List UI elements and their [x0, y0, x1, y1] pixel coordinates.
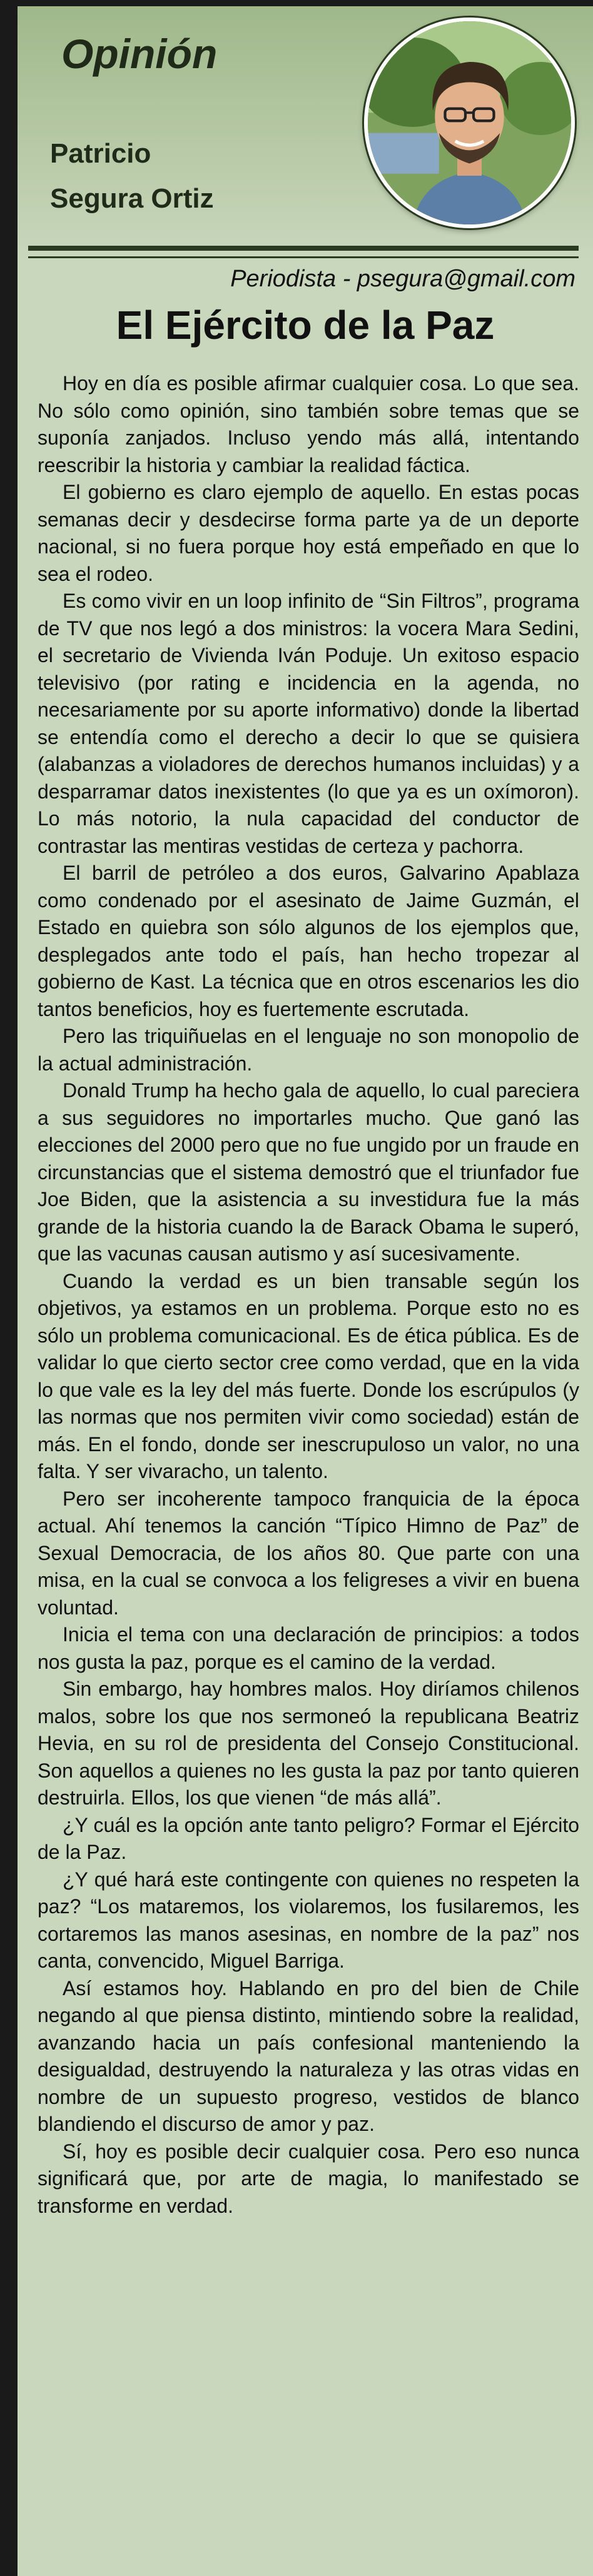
article-paragraph: El barril de petróleo a dos euros, Galvarino Apablaza como condenado por el asesinato de Jaime Guzmán, el Estado en quiebra son sólo algunos de los ejemplos que, desplegados ante todo el país, han hecho tropezar al gobierno de Kast. La técnica que en otros escenarios les dio tantos beneficios, hoy es fuertemente escrutada. [38, 862, 579, 1020]
header-rule-thin [28, 256, 579, 258]
article-paragraph: ¿Y qué hará este contingente con quienes no respeten la paz? “Los mataremos, los violaremos, los fusilaremos, les cortaremos las manos asesinas, en nombre de la paz” nos canta, convencido, Miguel Barriga. [38, 1868, 579, 1972]
article-paragraph: Hoy en día es posible afirmar cualquier cosa. Lo que sea. No sólo como opinión, sino también sobre temas que se suponía zanjados. Incluso yendo más allá, intentando reescribir la historia y cambiar la realidad fáctica. [38, 372, 579, 476]
author-first-name: Patricio [50, 138, 151, 169]
author-role-email: Periodista - psegura@gmail.com [230, 266, 575, 292]
article-paragraph: Es como vivir en un loop infinito de “Sin Filtros”, programa de TV que nos legó a dos ministros: la vocera Mara Sedini, el secretario de Vivienda Iván Poduje. Un exitoso espacio televisivo (por rating e incidencia en la agenda, no necesariamente por su aporte informativo) donde la libertad se entendía como el derecho a decir lo que se quisiera (alabanzas a violadores de derechos humanos incluidas) y a desparramar datos inexistentes (lo que ya es un oxímoron). Lo más notorio, la nula capacidad del conductor de contrastar las mentiras vestidas de certeza y pachorra. [38, 590, 579, 857]
article-paragraph: Sin embargo, hay hombres malos. Hoy diríamos chilenos malos, sobre los que nos sermoneó la republicana Beatriz Hevia, en su rol de presidenta del Consejo Constitucional. Son aquellos a quienes no les gusta la paz por tanto quieren destruirla. Ellos, los que vienen “de más allá”. [38, 1678, 579, 1809]
article-paragraph: Sí, hoy es posible decir cualquier cosa. Pero eso nunca significará que, por arte de magia, lo manifestado se transforme en verdad. [38, 2140, 579, 2217]
author-portrait-illustration [368, 21, 571, 224]
author-name [50, 131, 214, 221]
top-border [0, 0, 593, 6]
article-body [38, 370, 579, 2565]
author-last-name: Segura Ortiz [50, 183, 214, 214]
author-photo [364, 18, 575, 228]
article-paragraph: El gobierno es claro ejemplo de aquello. En estas pocas semanas decir y desdecirse forma parte ya de un deporte nacional, si no fuera porque hoy está empeñado en que lo sea el rodeo. [38, 481, 579, 585]
left-border [0, 0, 18, 2576]
article-paragraph: Pero las triquiñuelas en el lenguaje no son monopolio de la actual administración. [38, 1025, 579, 1075]
section-title: Opinión [61, 31, 218, 77]
article-paragraph: Cuando la verdad es un bien transable según los objetivos, ya estamos en un problema. Porque esto no es sólo un problema comunicacional. Es de ética pública. Es de validar lo que cierto sector cree como verdad, que en la vida lo que vale es la ley del más fuerte. Donde los escrúpulos (y las normas que nos permiten vivir como sociedad) están de más. En el fondo, donde ser inescrupuloso un valor, no una falta. Y ser vivaracho, un talento. [38, 1269, 579, 1482]
article-paragraph: Inicia el tema con una declaración de principios: a todos nos gusta la paz, porque es el camino de la verdad. [38, 1623, 579, 1673]
header-rule-thick [28, 246, 579, 251]
article-headline: El Ejército de la Paz [116, 303, 495, 348]
article-paragraph: ¿Y cuál es la opción ante tanto peligro? Formar el Ejército de la Paz. [38, 1813, 579, 1863]
article-paragraph: Así estamos hoy. Hablando en pro del bien de Chile negando al que piensa distinto, mintiendo sobre la realidad, avanzando hacia un país confesional manteniendo la desigualdad, destruyendo la naturaleza y las otras vidas en nombre de un supuesto progreso, vestidos de blanco blandiendo el discurso de amor y paz. [38, 1976, 579, 2135]
article-paragraph: Donald Trump ha hecho gala de aquello, lo cual pareciera a sus seguidores no importarles mucho. Que ganó las elecciones del 2000 pero que no fue ungido por un fraude en circunstancias que el sistema demostró que el triunfador fue Joe Biden, que la asistencia a su investidura fue la más grande de la historia cuando la de Barack Obama le superó, que las vacunas causan autismo y así sucesivamente. [38, 1079, 579, 1265]
article-paragraph: Pero ser incoherente tampoco franquicia de la época actual. Ahí tenemos la canción “Típico Himno de Paz” de Sexual Democracia, de los años 80. Que parte con una misa, en la cual se convoca a los feligreses a vivir en buena voluntad. [38, 1487, 579, 1619]
